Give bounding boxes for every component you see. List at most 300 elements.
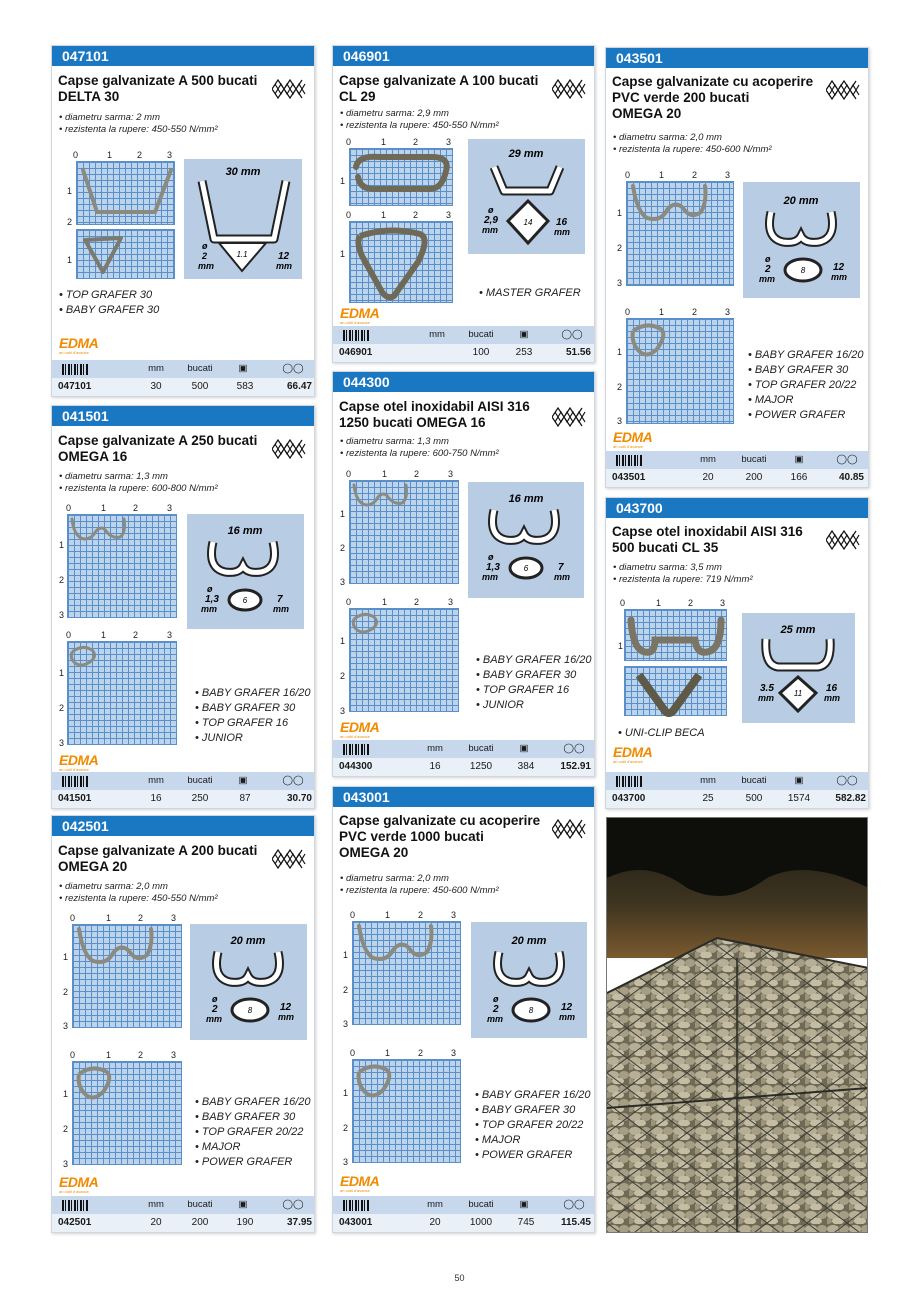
dimension-diagram bbox=[468, 482, 584, 598]
price-table bbox=[333, 740, 594, 776]
row-mm: 25 bbox=[702, 793, 714, 804]
row-price: 152.91 bbox=[560, 761, 591, 772]
price-table-row bbox=[606, 790, 868, 808]
product-specs: • diametru sarma: 2 mm • rezistenta la rupere: 450-550 N/mm² bbox=[59, 112, 218, 135]
diameter-symbol: ø bbox=[493, 994, 499, 1004]
row-qty: 384 bbox=[517, 761, 535, 772]
brand-logo: EDMA an outil d'avance bbox=[340, 1173, 380, 1193]
axis-label: 2 bbox=[418, 910, 424, 920]
box-icon: ▣ bbox=[519, 743, 529, 754]
product-card-043700 bbox=[605, 497, 869, 809]
inner-label: 8 bbox=[800, 266, 806, 275]
price-table-header bbox=[333, 740, 594, 758]
row-bucati: 500 bbox=[191, 381, 209, 392]
row-price: 40.85 bbox=[838, 472, 864, 483]
staple-photo bbox=[68, 642, 178, 746]
product-code: 043501 bbox=[606, 48, 868, 68]
axis-label: 1 bbox=[385, 910, 391, 920]
axis-label: 1 bbox=[101, 503, 107, 513]
col-mm: mm bbox=[148, 775, 164, 786]
compatible-tools: • BABY GRAFER 16/20 • BABY GRAFER 30 • TOP GRAFER 20/22 • MAJOR • POWER GRAFER bbox=[195, 1096, 311, 1168]
axis-label: 1 bbox=[59, 668, 65, 678]
axis-label: 3 bbox=[59, 738, 65, 748]
row-price: 66.47 bbox=[286, 381, 312, 392]
col-bucati: bucati bbox=[468, 1199, 494, 1210]
axis-label: 0 bbox=[350, 910, 356, 920]
box-icon: ▣ bbox=[519, 329, 529, 340]
diameter-symbol: ø bbox=[212, 994, 218, 1004]
row-mm: 20 bbox=[150, 1217, 162, 1228]
wire-mesh-icon bbox=[552, 76, 586, 102]
staple-photo bbox=[353, 922, 462, 1026]
box-icon: ▣ bbox=[794, 775, 804, 786]
axis-label: 3 bbox=[340, 577, 346, 587]
axis-label: 1 bbox=[106, 1050, 112, 1060]
staple-photo bbox=[350, 481, 460, 585]
row-price: 115.45 bbox=[560, 1217, 591, 1228]
inner-label: 8 bbox=[247, 1006, 253, 1015]
axis-label: 2 bbox=[133, 503, 139, 513]
col-bucati: bucati bbox=[468, 329, 494, 340]
dimension-diagram bbox=[742, 613, 855, 723]
row-bucati: 1250 bbox=[469, 761, 493, 772]
height-unit: mm bbox=[824, 693, 841, 703]
measurement-grid bbox=[76, 229, 175, 279]
price-table-row bbox=[52, 1214, 314, 1232]
col-mm: mm bbox=[700, 454, 716, 465]
dimension-diagram bbox=[468, 139, 585, 254]
row-code: 043001 bbox=[339, 1217, 373, 1228]
row-qty: 166 bbox=[790, 472, 808, 483]
staple-photo bbox=[350, 222, 454, 304]
price-table bbox=[606, 451, 868, 487]
axis-label: 2 bbox=[692, 170, 698, 180]
row-mm: 20 bbox=[429, 1217, 441, 1228]
axis-label: 3 bbox=[448, 469, 454, 479]
inner-label: 11 bbox=[793, 689, 803, 698]
width-label: 20 mm bbox=[230, 935, 266, 947]
axis-label: 0 bbox=[625, 170, 631, 180]
axis-label: 0 bbox=[66, 630, 72, 640]
price-table-row bbox=[52, 378, 314, 396]
row-bucati: 200 bbox=[191, 1217, 209, 1228]
product-code: 042501 bbox=[52, 816, 314, 836]
measurement-grid bbox=[626, 181, 734, 286]
staple-photo bbox=[68, 515, 178, 619]
measurement-grid bbox=[624, 666, 727, 716]
compatible-tools: • BABY GRAFER 16/20 • BABY GRAFER 30 • TOP GRAFER 20/22 • MAJOR • POWER GRAFER bbox=[748, 349, 864, 421]
axis-label: 1 bbox=[59, 540, 65, 550]
diameter-unit: mm bbox=[206, 1014, 223, 1024]
product-code: 041501 bbox=[52, 406, 314, 426]
price-table-header bbox=[606, 451, 868, 469]
axis-label: 2 bbox=[343, 1123, 349, 1133]
measurement-grid bbox=[72, 1061, 182, 1165]
axis-label: 0 bbox=[350, 1048, 356, 1058]
row-price: 51.56 bbox=[565, 347, 591, 358]
axis-label: 1 bbox=[343, 1088, 349, 1098]
row-bucati: 253 bbox=[515, 347, 533, 358]
compatible-tools: • BABY GRAFER 16/20 • BABY GRAFER 30 • TOP GRAFER 20/22 • MAJOR • POWER GRAFER bbox=[475, 1089, 591, 1161]
price-table-row bbox=[333, 758, 594, 776]
diameter-value: 2 bbox=[765, 264, 771, 275]
compatible-tools: • UNI-CLIP BECA bbox=[618, 727, 705, 739]
price-table-header bbox=[333, 1196, 594, 1214]
product-title: Capse galvanizate A 250 bucati OMEGA 16 bbox=[58, 433, 258, 464]
staple-photo bbox=[353, 1060, 462, 1164]
dimension-diagram bbox=[471, 922, 587, 1038]
row-price: 30.70 bbox=[286, 793, 312, 804]
axis-label: 3 bbox=[171, 913, 177, 923]
barcode-icon bbox=[62, 364, 88, 375]
barcode-icon bbox=[343, 744, 369, 755]
staple-photo bbox=[350, 609, 460, 713]
col-mm: mm bbox=[148, 1199, 164, 1210]
height-unit: mm bbox=[559, 1012, 576, 1022]
row-qty: 1574 bbox=[787, 793, 811, 804]
axis-label: 2 bbox=[617, 382, 623, 392]
axis-label: 0 bbox=[346, 469, 352, 479]
price-table-row bbox=[333, 1214, 594, 1232]
brand-logo: EDMA an outil d'avance bbox=[340, 305, 380, 325]
axis-label: 2 bbox=[413, 210, 419, 220]
axis-label: 2 bbox=[340, 671, 346, 681]
page-number: 50 bbox=[454, 1273, 465, 1283]
staple-photo bbox=[350, 149, 454, 207]
product-card-047101 bbox=[51, 45, 315, 397]
axis-label: 3 bbox=[340, 706, 346, 716]
axis-label: 2 bbox=[343, 985, 349, 995]
axis-label: 2 bbox=[414, 597, 420, 607]
brand-logo: EDMA an outil d'avance bbox=[613, 429, 653, 449]
row-bucati: 500 bbox=[745, 793, 763, 804]
inner-label: 14 bbox=[523, 218, 533, 227]
axis-label: 2 bbox=[59, 575, 65, 585]
measurement-grid bbox=[67, 641, 177, 745]
diameter-value: 2 bbox=[212, 1004, 218, 1015]
row-mm: 30 bbox=[150, 381, 162, 392]
coins-icon: ◯◯ bbox=[561, 329, 583, 340]
row-mm: 100 bbox=[472, 347, 490, 358]
row-price: 37.95 bbox=[286, 1217, 312, 1228]
row-bucati: 1000 bbox=[469, 1217, 493, 1228]
height-unit: mm bbox=[554, 227, 571, 237]
wire-mesh-icon bbox=[552, 816, 586, 842]
row-code: 046901 bbox=[339, 347, 373, 358]
staple-photo bbox=[627, 182, 735, 287]
coins-icon: ◯◯ bbox=[563, 743, 585, 754]
measurement-grid bbox=[349, 480, 459, 584]
product-card-041501 bbox=[51, 405, 315, 809]
measurement-grid bbox=[626, 318, 734, 424]
staple-photo bbox=[625, 610, 728, 662]
axis-label: 1 bbox=[106, 913, 112, 923]
axis-label: 3 bbox=[63, 1021, 69, 1031]
brand-logo: EDMA an outil d'avance bbox=[613, 744, 653, 764]
axis-label: 1 bbox=[63, 1089, 69, 1099]
axis-label: 3 bbox=[343, 1157, 349, 1167]
axis-label: 3 bbox=[446, 137, 452, 147]
diameter-value: 1,3 bbox=[486, 562, 500, 573]
row-code: 047101 bbox=[58, 381, 92, 392]
product-title: Capse galvanizate cu acoperire PVC verde 200 bucati OMEGA 20 bbox=[612, 74, 814, 121]
coins-icon: ◯◯ bbox=[836, 775, 858, 786]
axis-label: 3 bbox=[448, 597, 454, 607]
coins-icon: ◯◯ bbox=[563, 1199, 585, 1210]
diameter-unit: mm bbox=[482, 572, 499, 582]
row-price: 582.82 bbox=[835, 793, 866, 804]
axis-label: 1 bbox=[659, 170, 665, 180]
col-mm: mm bbox=[427, 1199, 443, 1210]
diameter-symbol: ø bbox=[765, 254, 771, 264]
axis-label: 1 bbox=[382, 469, 388, 479]
axis-label: 1 bbox=[343, 950, 349, 960]
product-specs: • diametru sarma: 2,0 mm • rezistenta la rupere: 450-600 N/mm² bbox=[340, 873, 499, 896]
height-value: 12 bbox=[280, 1002, 292, 1013]
axis-label: 1 bbox=[617, 208, 623, 218]
staple-photo bbox=[77, 162, 176, 226]
product-title: Capse galvanizate cu acoperire PVC verde 1000 bucati OMEGA 20 bbox=[339, 813, 541, 860]
coins-icon: ◯◯ bbox=[282, 363, 304, 374]
row-qty: 745 bbox=[517, 1217, 535, 1228]
axis-label: 1 bbox=[618, 641, 624, 651]
diameter-unit: mm bbox=[482, 225, 499, 235]
dimension-diagram bbox=[190, 924, 307, 1040]
product-title: Capse galvanizate A 100 bucati CL 29 bbox=[339, 73, 539, 104]
axis-label: 2 bbox=[138, 913, 144, 923]
price-table bbox=[52, 1196, 314, 1232]
price-table-header bbox=[52, 1196, 314, 1214]
diameter-symbol: ø bbox=[207, 584, 213, 594]
row-qty: 190 bbox=[236, 1217, 254, 1228]
axis-label: 0 bbox=[66, 503, 72, 513]
measurement-grid bbox=[349, 148, 453, 206]
row-mm: 16 bbox=[150, 793, 162, 804]
price-table-row bbox=[333, 344, 594, 362]
axis-label: 2 bbox=[138, 1050, 144, 1060]
row-mm: 16 bbox=[429, 761, 441, 772]
diameter-unit: mm bbox=[487, 1014, 504, 1024]
barcode-icon bbox=[343, 330, 369, 341]
axis-label: 1 bbox=[340, 176, 346, 186]
product-specs: • diametru sarma: 2,9 mm • rezistenta la rupere: 450-550 N/mm² bbox=[340, 108, 499, 131]
staple-photo bbox=[73, 1062, 183, 1166]
axis-label: 1 bbox=[67, 255, 73, 265]
col-mm: mm bbox=[427, 743, 443, 754]
axis-label: 1 bbox=[385, 1048, 391, 1058]
product-specs: • diametru sarma: 2,0 mm • rezistenta la rupere: 450-550 N/mm² bbox=[59, 881, 218, 904]
axis-label: 1 bbox=[659, 307, 665, 317]
axis-label: 1 bbox=[382, 597, 388, 607]
barcode-icon bbox=[616, 776, 642, 787]
axis-label: 0 bbox=[70, 1050, 76, 1060]
wire-mesh-icon bbox=[826, 527, 860, 553]
height-value: 16 bbox=[556, 217, 568, 228]
price-table-header bbox=[606, 772, 868, 790]
axis-label: 1 bbox=[107, 150, 113, 160]
coins-icon: ◯◯ bbox=[282, 775, 304, 786]
axis-label: 1 bbox=[67, 186, 73, 196]
width-label: 20 mm bbox=[511, 935, 547, 947]
product-title: Capse otel inoxidabil AISI 316 500 bucati CL 35 bbox=[612, 524, 803, 555]
axis-label: 1 bbox=[63, 952, 69, 962]
col-bucati: bucati bbox=[187, 363, 213, 374]
diameter-symbol: ø bbox=[488, 552, 494, 562]
diameter-unit: mm bbox=[759, 274, 776, 284]
axis-label: 2 bbox=[688, 598, 694, 608]
compatible-tools: • BABY GRAFER 16/20 • BABY GRAFER 30 • TOP GRAFER 16 • JUNIOR bbox=[476, 654, 592, 711]
axis-label: 0 bbox=[346, 210, 352, 220]
measurement-grid bbox=[72, 924, 182, 1028]
axis-label: 3 bbox=[167, 150, 173, 160]
height-value: 7 bbox=[277, 594, 283, 605]
axis-label: 2 bbox=[63, 987, 69, 997]
product-code: 043700 bbox=[606, 498, 868, 518]
axis-label: 1 bbox=[656, 598, 662, 608]
axis-label: 1 bbox=[381, 137, 387, 147]
axis-label: 0 bbox=[346, 597, 352, 607]
axis-label: 0 bbox=[620, 598, 626, 608]
diameter-unit: mm bbox=[198, 261, 215, 271]
diameter-unit: mm bbox=[201, 604, 218, 614]
product-card-044300 bbox=[332, 371, 595, 777]
col-bucati: bucati bbox=[187, 775, 213, 786]
height-value: 12 bbox=[278, 251, 290, 262]
axis-label: 2 bbox=[59, 703, 65, 713]
axis-label: 3 bbox=[725, 307, 731, 317]
brand-logo: EDMA an outil d'avance bbox=[340, 719, 380, 739]
box-icon: ▣ bbox=[238, 1199, 248, 1210]
measurement-grid bbox=[624, 609, 727, 661]
axis-label: 3 bbox=[167, 630, 173, 640]
brand-logo: EDMA an outil d'avance bbox=[59, 752, 99, 772]
width-label: 16 mm bbox=[227, 525, 263, 537]
axis-label: 3 bbox=[617, 278, 623, 288]
coins-icon: ◯◯ bbox=[836, 454, 858, 465]
diameter-value: 1,3 bbox=[205, 594, 219, 605]
height-unit: mm bbox=[831, 272, 848, 282]
row-code: 041501 bbox=[58, 793, 92, 804]
axis-label: 1 bbox=[101, 630, 107, 640]
axis-label: 1 bbox=[381, 210, 387, 220]
box-icon: ▣ bbox=[794, 454, 804, 465]
staple-photo bbox=[627, 319, 735, 425]
product-card-046901 bbox=[332, 45, 595, 363]
diameter-value: 2,9 bbox=[484, 215, 498, 226]
measurement-grid bbox=[349, 608, 459, 712]
dimension-diagram bbox=[743, 182, 860, 298]
barcode-icon bbox=[62, 776, 88, 787]
measurement-grid bbox=[352, 1059, 461, 1163]
compatible-tools: • BABY GRAFER 16/20 • BABY GRAFER 30 • TOP GRAFER 16 • JUNIOR bbox=[195, 687, 311, 744]
staple-photo bbox=[73, 925, 183, 1029]
row-bucati: 200 bbox=[745, 472, 763, 483]
inner-label: 1.1 bbox=[236, 250, 248, 259]
product-card-043501 bbox=[605, 47, 869, 488]
compatible-tools: • TOP GRAFER 30 • BABY GRAFER 30 bbox=[59, 289, 160, 316]
measurement-grid bbox=[67, 514, 177, 618]
width-label: 20 mm bbox=[783, 195, 819, 207]
price-table bbox=[333, 1196, 594, 1232]
axis-label: 3 bbox=[720, 598, 726, 608]
axis-label: 0 bbox=[73, 150, 79, 160]
axis-label: 2 bbox=[414, 469, 420, 479]
col-mm: mm bbox=[700, 775, 716, 786]
axis-label: 1 bbox=[340, 249, 346, 259]
staple-photo bbox=[77, 230, 176, 280]
wire-mesh-icon bbox=[552, 404, 586, 430]
wire-mesh-icon bbox=[272, 436, 306, 462]
product-title: Capse galvanizate A 500 bucati DELTA 30 bbox=[58, 73, 258, 104]
wire-mesh-icon bbox=[272, 76, 306, 102]
price-table-header bbox=[333, 326, 594, 344]
gabion-photo bbox=[606, 817, 868, 1233]
axis-label: 2 bbox=[63, 1124, 69, 1134]
axis-label: 3 bbox=[167, 503, 173, 513]
axis-label: 2 bbox=[137, 150, 143, 160]
measurement-grid bbox=[76, 161, 175, 225]
row-code: 042501 bbox=[58, 1217, 92, 1228]
row-code: 044300 bbox=[339, 761, 373, 772]
measurement-grid bbox=[349, 221, 453, 303]
box-icon: ▣ bbox=[238, 363, 248, 374]
col-bucati: bucati bbox=[741, 454, 767, 465]
row-code: 043700 bbox=[612, 793, 646, 804]
width-label: 30 mm bbox=[225, 166, 261, 178]
axis-label: 2 bbox=[617, 243, 623, 253]
axis-label: 2 bbox=[418, 1048, 424, 1058]
axis-label: 2 bbox=[133, 630, 139, 640]
product-code: 046901 bbox=[333, 46, 594, 66]
col-bucati: bucati bbox=[187, 1199, 213, 1210]
row-code: 043501 bbox=[612, 472, 646, 483]
box-icon: ▣ bbox=[238, 775, 248, 786]
height-value: 12 bbox=[833, 262, 845, 273]
price-table-header bbox=[52, 772, 314, 790]
product-specs: • diametru sarma: 1,3 mm • rezistenta la rupere: 600-800 N/mm² bbox=[59, 471, 218, 494]
col-bucati: bucati bbox=[741, 775, 767, 786]
product-card-043001 bbox=[332, 786, 595, 1233]
axis-label: 3 bbox=[617, 416, 623, 426]
product-title: Capse otel inoxidabil AISI 316 1250 bucati OMEGA 16 bbox=[339, 399, 530, 430]
axis-label: 1 bbox=[340, 509, 346, 519]
product-code: 047101 bbox=[52, 46, 314, 66]
brand-logo: EDMA an outil d'avance bbox=[59, 335, 99, 355]
axis-label: 0 bbox=[625, 307, 631, 317]
product-specs: • diametru sarma: 1,3 mm • rezistenta la rupere: 600-750 N/mm² bbox=[340, 436, 499, 459]
price-table bbox=[606, 772, 868, 808]
price-table bbox=[52, 772, 314, 808]
height-value: 7 bbox=[558, 562, 564, 573]
product-code: 043001 bbox=[333, 787, 594, 807]
product-title: Capse galvanizate A 200 bucati OMEGA 20 bbox=[58, 843, 258, 874]
height-value: 16 bbox=[826, 683, 838, 694]
diameter-symbol: ø bbox=[202, 241, 208, 251]
height-unit: mm bbox=[273, 604, 290, 614]
diameter-value: 3.5 bbox=[760, 683, 774, 694]
product-code: 044300 bbox=[333, 372, 594, 392]
measurement-grid bbox=[352, 921, 461, 1025]
brand-logo: EDMA an outil d'avance bbox=[59, 1174, 99, 1194]
compatible-tools: • MASTER GRAFER bbox=[479, 287, 581, 299]
row-qty: 583 bbox=[236, 381, 254, 392]
price-table bbox=[333, 326, 594, 362]
product-specs: • diametru sarma: 3,5 mm • rezistenta la rupere: 719 N/mm² bbox=[613, 562, 753, 585]
col-mm: mm bbox=[148, 363, 164, 374]
dimension-diagram bbox=[184, 159, 302, 279]
col-bucati: bucati bbox=[468, 743, 494, 754]
height-value: 12 bbox=[561, 1002, 573, 1013]
